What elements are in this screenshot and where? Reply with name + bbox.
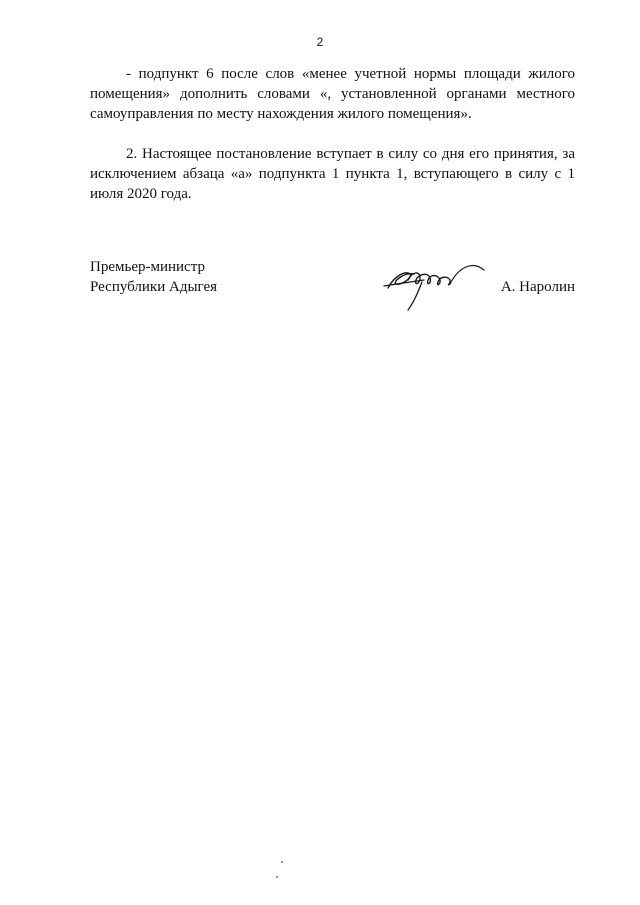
paragraph-effective-date: 2. Настоящее постановление вступает в силу со дня его принятия, за исключением абзаца «а» подпункта 1 пункта 1, вступающего в силу с 1 июля 2020 года. <box>90 146 575 202</box>
scan-speck <box>276 876 278 878</box>
paragraph-subitem-6: - подпункт 6 после слов «менее учетной нормы площади жилого помещения» дополнить словами «, установленной органами местного самоуправления по месту нахождения жилого помещения». <box>90 66 575 122</box>
scan-speck <box>281 861 283 863</box>
signer-title-line-2: Республики Адыгея <box>90 279 218 295</box>
signature-block <box>90 257 575 317</box>
handwritten-signature <box>380 254 490 314</box>
signer-name: А. Наролин <box>500 279 575 295</box>
page-number: 2 <box>316 35 324 49</box>
signer-title <box>90 257 217 297</box>
signer-title-line-1: Премьер-министр <box>90 259 205 275</box>
document-body <box>90 64 575 224</box>
